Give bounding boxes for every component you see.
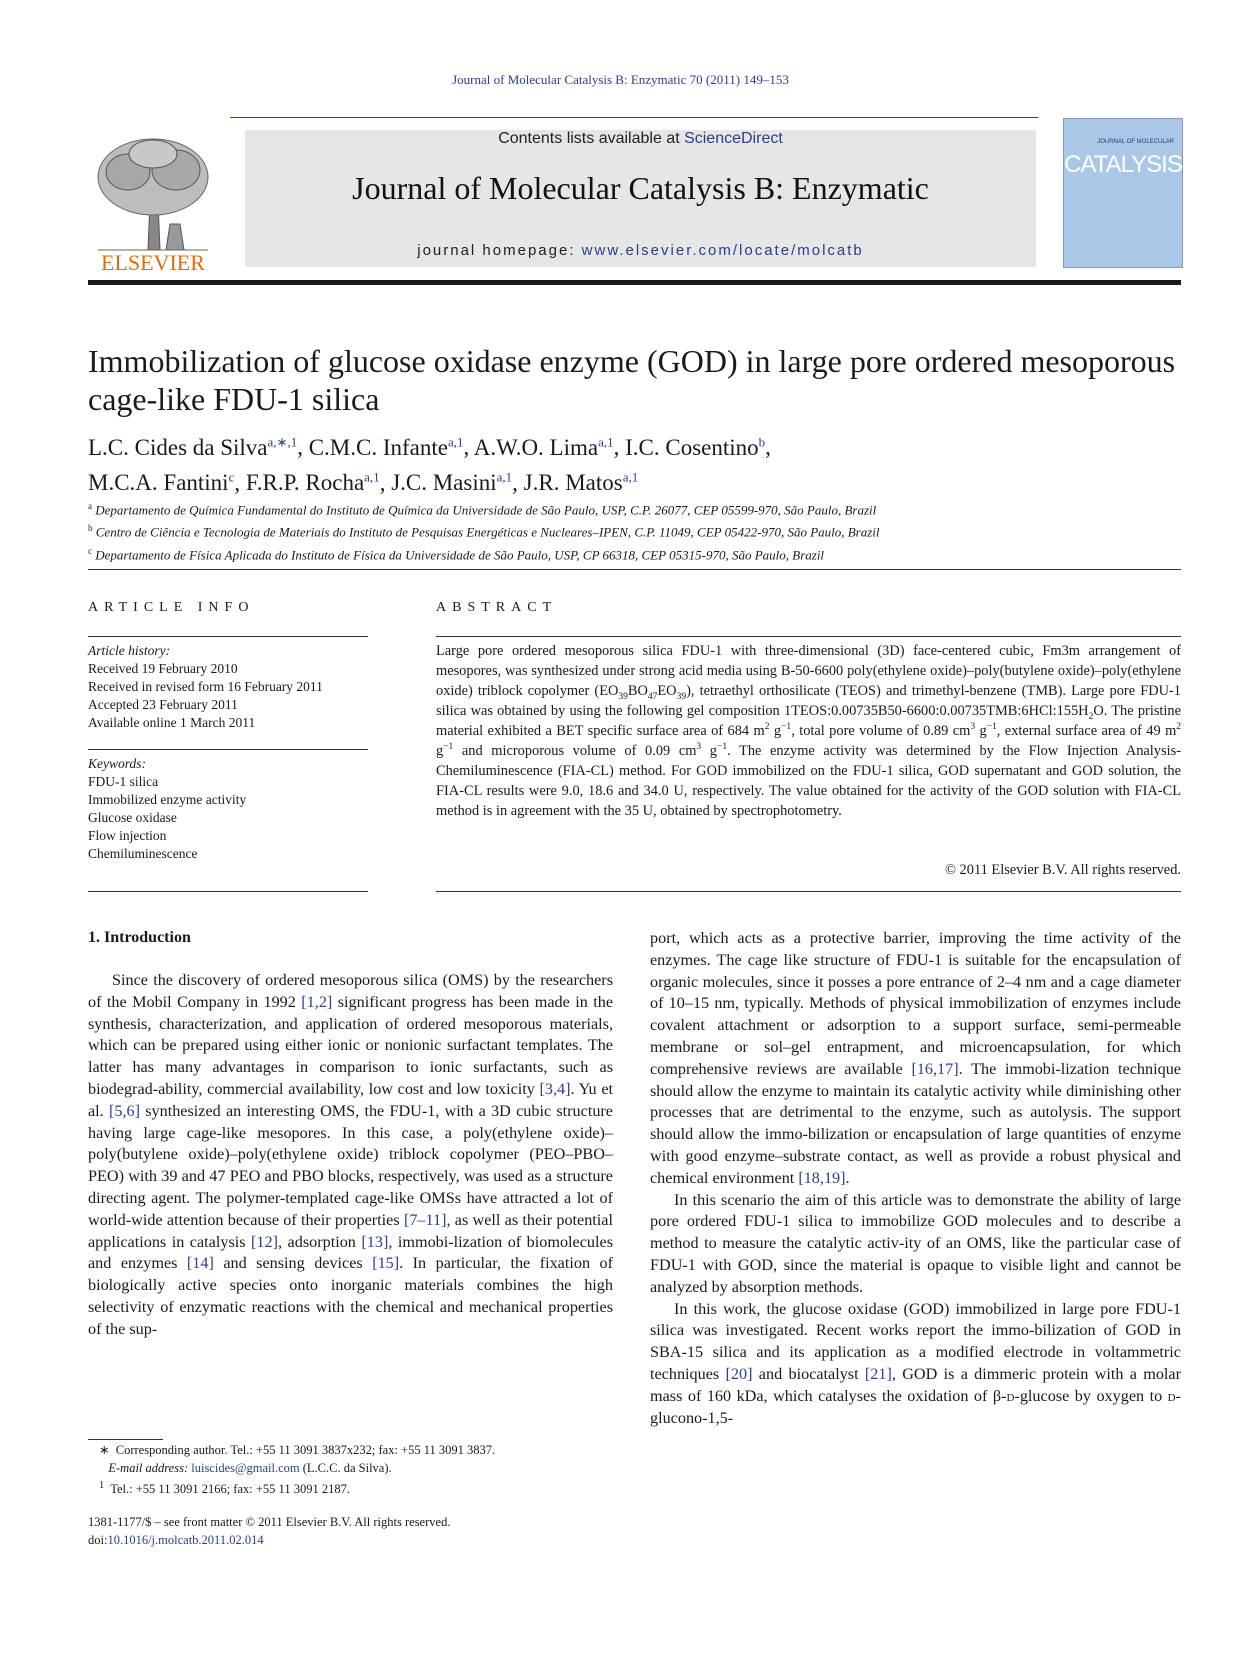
article-info-heading: ARTICLE INFO [88,600,255,615]
citation-link[interactable]: [1,2] [301,992,333,1011]
affiliation: $^b$ Centro de Ciência e Tecnologia de Materiais do Instituto de Pesquisas Energéticas e Nucleares–IPEN, C.P. 11049, CEP 05422-970, São Paulo, Brazil [88,523,880,540]
author[interactable]: C.M.C. Infante$^{a,1}$ [308,434,464,460]
citation-link[interactable]: [14] [186,1254,214,1273]
keywords-label: Keywords: [88,756,146,771]
paragraph: port, which acts as a protective barrier, improving the time activity of the enzymes. The cage like structure of FDU-1 is suitable for the encapsulation of organic molecules, since it posses a pore entrance of 2–4 nm and a cage diameter of 10–15 nm, typically. Methods of physical immobilization of enzymes include covalent attachment or adsorption to a support surface, semi-permeable membrane or sol–gel entrapment, and microencapsulation, for which comprehensive reviews are available [16,17]. The immobi-lization technique should allow the enzyme to maintain its catalytic activity while diminishing other processes that are detrimental to the enzyme, such as autolysis. The support should allow the immo-bilization or encapsulation of large quantities of enzyme with good enzyme–substrate contact, as well as provide a robust physical and chemical environment [18,19]. [650,929,1181,1187]
history-item: Received in revised form 16 February 2011 [88,679,323,694]
affiliation: $^c$ Departamento de Física Aplicada do Instituto de Física da Universidade de São Paulo, USP, CP 66318, CEP 05315-970, São Paulo, Brazil [88,545,825,562]
author-list: L.C. Cides da Silva$^{a,∗,1}$, C.M.C. Infante$^{a,1}$, A.W.O. Lima$^{a,1}$, I.C. Cosentino$^b$, M.C.A. Fantini$^c$, F.R.P. Rocha$^{a,1}$, J.C. Masini$^{a,1}$, J.R. Matos$^{a,1}$ [88,434,771,496]
history-label: Article history: [88,643,171,658]
author[interactable]: I.C. Cosentino$^b$ [625,434,766,460]
keyword: Flow injection [88,828,167,843]
keywords [88,755,368,863]
footnote-email: E-mail address: luiscides@gmail.com (L.C.C. da Silva). [108,1461,392,1475]
cover-title: CATALYSIS [1064,151,1182,178]
citation-link[interactable]: [13] [361,1232,389,1251]
article-title: Immobilization of glucose oxidase enzyme (GOD) in large pore ordered mesoporous cage-like FDU-1 silica [88,343,1176,417]
author[interactable]: F.R.P. Rocha$^{a,1}$ [245,469,380,496]
abstract-text: Large pore ordered mesoporous silica FDU-1 with three-dimensional (3D) face-centered cubic, Fm3m arrangement of mesopores, was synthesized under strong acid media using B-50-6600 poly(ethylene oxide)–poly(butylene oxide)–poly(ethylene oxide) triblock copolymer $(EO_{39}BO_{47}EO_{39})$, tetraethyl orthosilicate (TEOS) and trimethyl-benzene (TMB). Large pore FDU-1 silica was obtained by using the following gel composition $1TEOS:0.00735B50-6600:0.00735TMB:6HCl:155H_2O$. The pristine material exhibited a BET specific surface area of 684 $m^2$ $g^{-1}$, total pore volume of 0.89 $cm^3$ $g^{-1}$, external surface area of 49 $m^2$ $g^{-1}$ and microporous volume of 0.09 $cm^3$ $g^{-1}$. The enzyme activity was determined by the Flow Injection Analysis-Chemiluminescence (FIA-CL) method. For GOD immobilized on the FDU-1 silica, GOD supernatant and GOD solution, the FIA-CL results were 9.0, 18.6 and 34.0 U, respectively. The value obtained for the activity of the GOD solution with FIA-CL method is in agreement with the 35 U, obtained by spectrophotometry. [436,643,1182,819]
footnote-1: $^1$ Tel.: +55 11 3091 2166; fax: +55 11 3091 2187. [99,1480,350,1497]
divider [88,636,368,637]
journal-homepage-line [245,242,1036,259]
header-thick-rule [88,280,1181,285]
author[interactable]: M.C.A. Fantini$^c$ [88,469,235,496]
email-link[interactable]: luiscides@gmail.com [191,1461,300,1475]
section-heading-introduction: 1. Introduction [88,929,191,946]
doi-line: doi:10.1016/j.molcatb.2011.02.014 [88,1533,264,1547]
body-column-right [650,928,1181,1429]
homepage-link[interactable]: www.elsevier.com/locate/molcatb [581,242,864,259]
elsevier-wordmark: ELSEVIER [101,250,205,275]
citation-link[interactable]: [5,6] [108,1101,140,1120]
footnote-rule [88,1439,163,1440]
keyword: FDU-1 silica [88,774,159,789]
footnote-corresponding: ∗ Corresponding author. Tel.: +55 11 3091 3837x232; fax: +55 11 3091 3837. [99,1443,496,1457]
citation-link[interactable]: [18,19] [798,1168,846,1187]
history-item: Available online 1 March 2011 [88,715,256,730]
author[interactable]: J.C. Masini$^{a,1}$ [391,469,513,496]
citation-link[interactable]: [20] [725,1364,753,1383]
homepage-prefix: journal homepage: [417,242,582,259]
sciencedirect-link[interactable]: ScienceDirect [684,130,783,147]
divider [88,569,1181,570]
paragraph: In this work, the glucose oxidase (GOD) immobilized in large pore FDU-1 silica was investigated. Recent works report the immo-bilization of GOD in SBA-15 silica and its application as a modified electrode in voltammetric techniques [20] and biocatalyst [21], GOD is a dimmeric protein with a molar mass of 160 kDa, which catalyses the oxidation of β-d-glucose by oxygen to d-glucono-1,5- [650,1299,1181,1427]
citation-link[interactable]: [12] [251,1232,279,1251]
divider [436,636,1181,637]
affiliations [88,497,1181,564]
divider [88,749,368,750]
article-history [88,642,368,732]
paragraph: In this scenario the aim of this article was to demonstrate the ability of large pore ordered FDU-1 silica to immobilize GOD molecules and to describe a method to measure the catalytic activ-ity of an OMS, like the particular case of FDU-1 with GOD, since the material is opaque to visible light and cannot be analyzed by absorption methods. [650,1190,1181,1296]
header-rule [230,117,1038,118]
keyword: Chemiluminescence [88,846,198,861]
history-item: Accepted 23 February 2011 [88,697,238,712]
history-item: Received 19 February 2010 [88,661,238,676]
contents-prefix: Contents lists available at [498,130,685,147]
footnotes [88,1441,613,1498]
citation-link[interactable]: [16,17] [911,1059,959,1078]
author[interactable]: J.R. Matos$^{a,1}$ [523,469,639,496]
divider [436,891,1181,892]
cover-subtitle: JOURNAL OF MOLECULAR [1097,139,1174,145]
citation-link[interactable]: [7–11] [403,1210,447,1229]
doi-link[interactable]: 10.1016/j.molcatb.2011.02.014 [107,1533,264,1547]
journal-masthead [245,130,1036,267]
contents-line [245,130,1036,148]
body-column-left [88,970,613,1341]
front-matter [88,1513,613,1549]
front-matter-line: 1381-1177/$ – see front matter © 2011 Elsevier B.V. All rights reserved. [88,1515,451,1529]
author[interactable]: L.C. Cides da Silva$^{a,∗,1}$ [88,434,298,460]
keyword: Glucose oxidase [88,810,177,825]
citation-link[interactable]: [15] [372,1254,400,1273]
citation-link[interactable]: [3,4] [539,1079,571,1098]
paragraph: Since the discovery of ordered mesoporous silica (OMS) by the researchers of the Mobil Company in 1992 [1,2] significant progress has been made in the synthesis, characterization, and application of ordered mesoporous materials, which can be prepared using either ionic or nonionic surfactant templates. The latter has many advantages in comparison to ionic surfactants, such as biodegrad-ability, commercial availability, low cost and low toxicity [3,4]. Yu et al. [5,6] synthesized an interesting OMS, the FDU-1, with a 3D cubic structure having large cage-like mesopores. In this case, a poly(ethylene oxide)–poly(butylene oxide)–poly(ethylene oxide) triblock copolymer (PEO–PBO–PEO) with 39 and 47 PEO and PBO blocks, respectively, was used as a structure directing agent. The polymer-templated cage-like OMSs have attracted a lot of world-wide attention because of their properties [7–11], as well as their potential applications in catalysis [12], adsorption [13], immobi-lization of biomolecules and enzymes [14] and sensing devices [15]. In particular, the fixation of biologically active species onto inorganic materials combines the high selectivity of enzymatic reactions with the chemical and mechanical properties of the sup- [88,971,614,1338]
affiliation: $^a$ Departamento de Química Fundamental do Instituto de Química da Universidade de São Paulo, USP, C.P. 26077, CEP 05599-970, São Paulo, Brazil [88,501,877,518]
abstract-copyright: © 2011 Elsevier B.V. All rights reserved. [945,862,1181,878]
keyword: Immobilized enzyme activity [88,792,247,807]
author[interactable]: A.W.O. Lima$^{a,1}$ [473,434,614,460]
journal-citation-link[interactable]: Journal of Molecular Catalysis B: Enzymatic 70 (2011) 149–153 [452,72,789,87]
journal-name: Journal of Molecular Catalysis B: Enzymatic [352,170,929,206]
journal-cover-thumbnail[interactable] [1063,118,1183,268]
abstract-heading: ABSTRACT [436,600,558,615]
divider [88,891,368,892]
citation-link[interactable]: [21] [864,1364,892,1383]
